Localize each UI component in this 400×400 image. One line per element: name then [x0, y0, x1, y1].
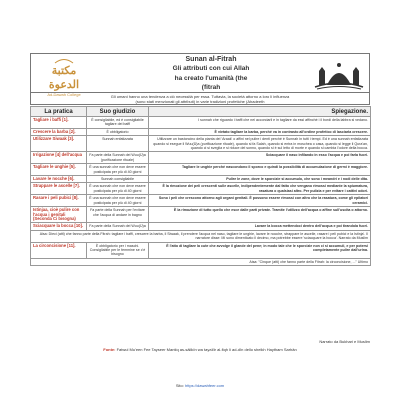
explanation-cell: È l'atto di tagliare la cute che avvolge il glande del pene; in modo tale che le sporcizie non ci si accumuli, e per potersi completamente pulire dall'urina. [149, 242, 371, 258]
column-header-practice: La pratica [31, 107, 87, 117]
table-row [31, 176, 371, 183]
explanation-cell: È vietato tagliare la barba, perché va in contrasto all'ordine profetico di lasciarla crescere. [149, 128, 371, 135]
hadith-note: Aisa: Dieci (atti) che fanno parte della Fitrah: tagliare i baffi, crescere la barba, il Siwaak, il prendere l'acqua nel naso, tagliare le unghie, lavare le nocche, strappare le ascelle, rasare i peli pubici e la Istinja'. Il narratore disse: Mi sono dimenticato il decimo, ma potrebbe essere 'sciacquare la bocca'. Narrato da Muslim [31, 230, 371, 242]
judgment-cell: È consigliabile, ed è consigliabile tagliare dei baffi [87, 117, 149, 129]
intro-line-1: Gli umani hanno una tendenza a ciò necessità per essa. Tuttavia, la società attorno a loro li influenza [110, 94, 290, 99]
judgment-cell: È una sunnah che non deve essere posticipata per più di 40 giorni [87, 183, 149, 195]
page-subtitle-line-1: Gli attributi con cui Allah [172, 65, 250, 72]
table-row [31, 128, 371, 135]
practice-cell: Strappare le ascelle [7]. [31, 183, 87, 195]
practice-cell: Lavare le nocche [6]. [31, 176, 87, 183]
explanation-cell: Utilizzare un bastoncino della pianta del 'Araak' o affini nel pulire i denti perché è Sunnah in tutti i tempi. Ed è una sunnah enfatizzata quando si esegue il Wuu(Ü)a (purificazione rituale), quando si fa Salah, quando si entra in moschea o casa, quando si legge il Qura'an, quando ci si sveglia e si riduce del sonno, quando si è sul letto di morte e quando si cambia l'odore della bocca. [149, 136, 371, 152]
judgment-cell: È obbligatorio per i maschi. Consigliabile per le femmine se c'è bisogno [87, 242, 149, 258]
title-box [151, 56, 271, 92]
hadith-note-row [31, 258, 371, 265]
judgment-cell: È obbligatorio [87, 128, 149, 135]
practice-cell: Tagliare i baffi [1]. [31, 117, 87, 129]
hadith-note: Aisa: "Cinque (atti) che fanno parte della Fitrah: la circoncisione, ..." Ultimo [31, 258, 371, 265]
intro-line-2: (sono stati menzionati gli attributi) in varie tradizioni profetiche (Ahadeeth [135, 99, 265, 104]
table-row [31, 183, 371, 195]
source-text: Fatwul Mu'een Fee Tayseer Mantiq as-sâlikîn wa tayaîiîr al-fiqh li ad-dîn dello sheikh Haytham Sarhân [116, 347, 297, 352]
practice-cell: Irrigazione [4] dell'acqua [31, 152, 87, 164]
explanation-cell: È la rimozione di tutto quello che esce dalle parti private. Tramite l'utilizzo dell'acqua o affine sull'uscita o attorno. [149, 207, 371, 223]
practice-cell: La circoncisione [11]. [31, 242, 87, 258]
column-header-judgment: Suo giudizio [87, 107, 149, 117]
narrator-line: Narrato da Bukhari e Muslim [319, 339, 370, 344]
site-label: Sito: [175, 383, 184, 388]
explanation-cell: Sciacquare il naso infilando in esso l'acqua e poi farla fuori. [149, 152, 371, 164]
explanation-cell: Lavare la bocca mettendoci dentro dell'acqua e poi tirandola fuori. [149, 223, 371, 230]
judgment-cell: È una sunnah che non deve essere posticipata per più di 40 giorni [87, 195, 149, 207]
table-row [31, 152, 371, 164]
page-subtitle-line-2: ha creato l'umanità (the [174, 74, 248, 82]
explanation-cell: Pulire le zone, dove le sporcizie si accumulo, che sono i meandri e i nodi delle dita. [149, 176, 371, 183]
practice-cell: Utilizzare Siwaak [3]. [31, 136, 87, 152]
page-subtitle-line-3: (fitrah [201, 84, 221, 91]
judgment-cell: Sunnah enfatizzata [87, 136, 149, 152]
judgment-cell: Sunnah consigliabile [87, 176, 149, 183]
explanation-cell: I sunnah che riguardo i baffi che nei accorciarli e in tagliare da essi affinché i il bordi della labbra si vedano. [149, 117, 371, 129]
column-header-explanation: Spiegazione. [149, 107, 371, 117]
explanation-cell: Sono i peli che crescono attorno agli organi genitali. È possono essere rimossi con altro che la rasatura, come gli epilatori ceramici. [149, 195, 371, 207]
practice-cell: Sciacquare la bocca [10]. [31, 223, 87, 230]
source-label: Fonte: [103, 347, 116, 352]
table-header-row [31, 107, 371, 117]
practice-cell: Crescere la barba [2]. [31, 128, 87, 135]
judgment-cell: È una sunnah che non deve essere posticipata per più di 40 giorni [87, 164, 149, 176]
table-row [31, 117, 371, 129]
table-row [31, 242, 371, 258]
mosque-calligraphy-logo-icon [313, 57, 365, 91]
judgment-cell: Fa parte della Sunnah del Wuu(Ü)a (purificazione rituale) [87, 152, 149, 164]
logo-english-text: Ad-Dawah College [47, 92, 81, 97]
judgment-cell: Fa parte della Sunnah per l'evitare che l'acqua di andare in bagno [87, 207, 149, 223]
explanation-cell: Tagliare le unghie perché nascondono il sporco e quindi la possibilità di accumulazione di germi è maggiore. [149, 164, 371, 176]
judgment-cell: Fa parte della Sunnah del Wuu(Ü)a [87, 223, 149, 230]
page-title: Sunan al-Fitrah [185, 56, 237, 63]
intro-text [30, 93, 370, 105]
college-logo [35, 58, 93, 97]
practice-cell: Tagliare le unghie [5]. [31, 164, 87, 176]
table-row [31, 164, 371, 176]
footer [30, 383, 370, 388]
logo-arabic-text: مكتبة الدعوة [48, 64, 80, 91]
table-row [31, 207, 371, 223]
table-row [31, 195, 371, 207]
table-row [31, 136, 371, 152]
table-row [31, 223, 371, 230]
document-page [28, 0, 372, 400]
source-line [30, 347, 370, 352]
practice-cell: Istinjaa, cioè pulire con l'acqua i genitali (Seconda Ci bisogna) [31, 207, 87, 223]
fitrah-table [30, 106, 371, 266]
practice-cell: Rasare i peli pubici [8]. [31, 195, 87, 207]
explanation-cell: È la rimozione dei peli crescenti sulle ascelle, indipendentemente dal fatto che vengano rimossi mediante la spiumatura, rasatura o qualsiasi altro. Per pulizia e per evitare i cattivi odori. [149, 183, 371, 195]
hadith-note-row [31, 230, 371, 242]
site-link[interactable]: https://dawahfeer.com [185, 383, 225, 388]
